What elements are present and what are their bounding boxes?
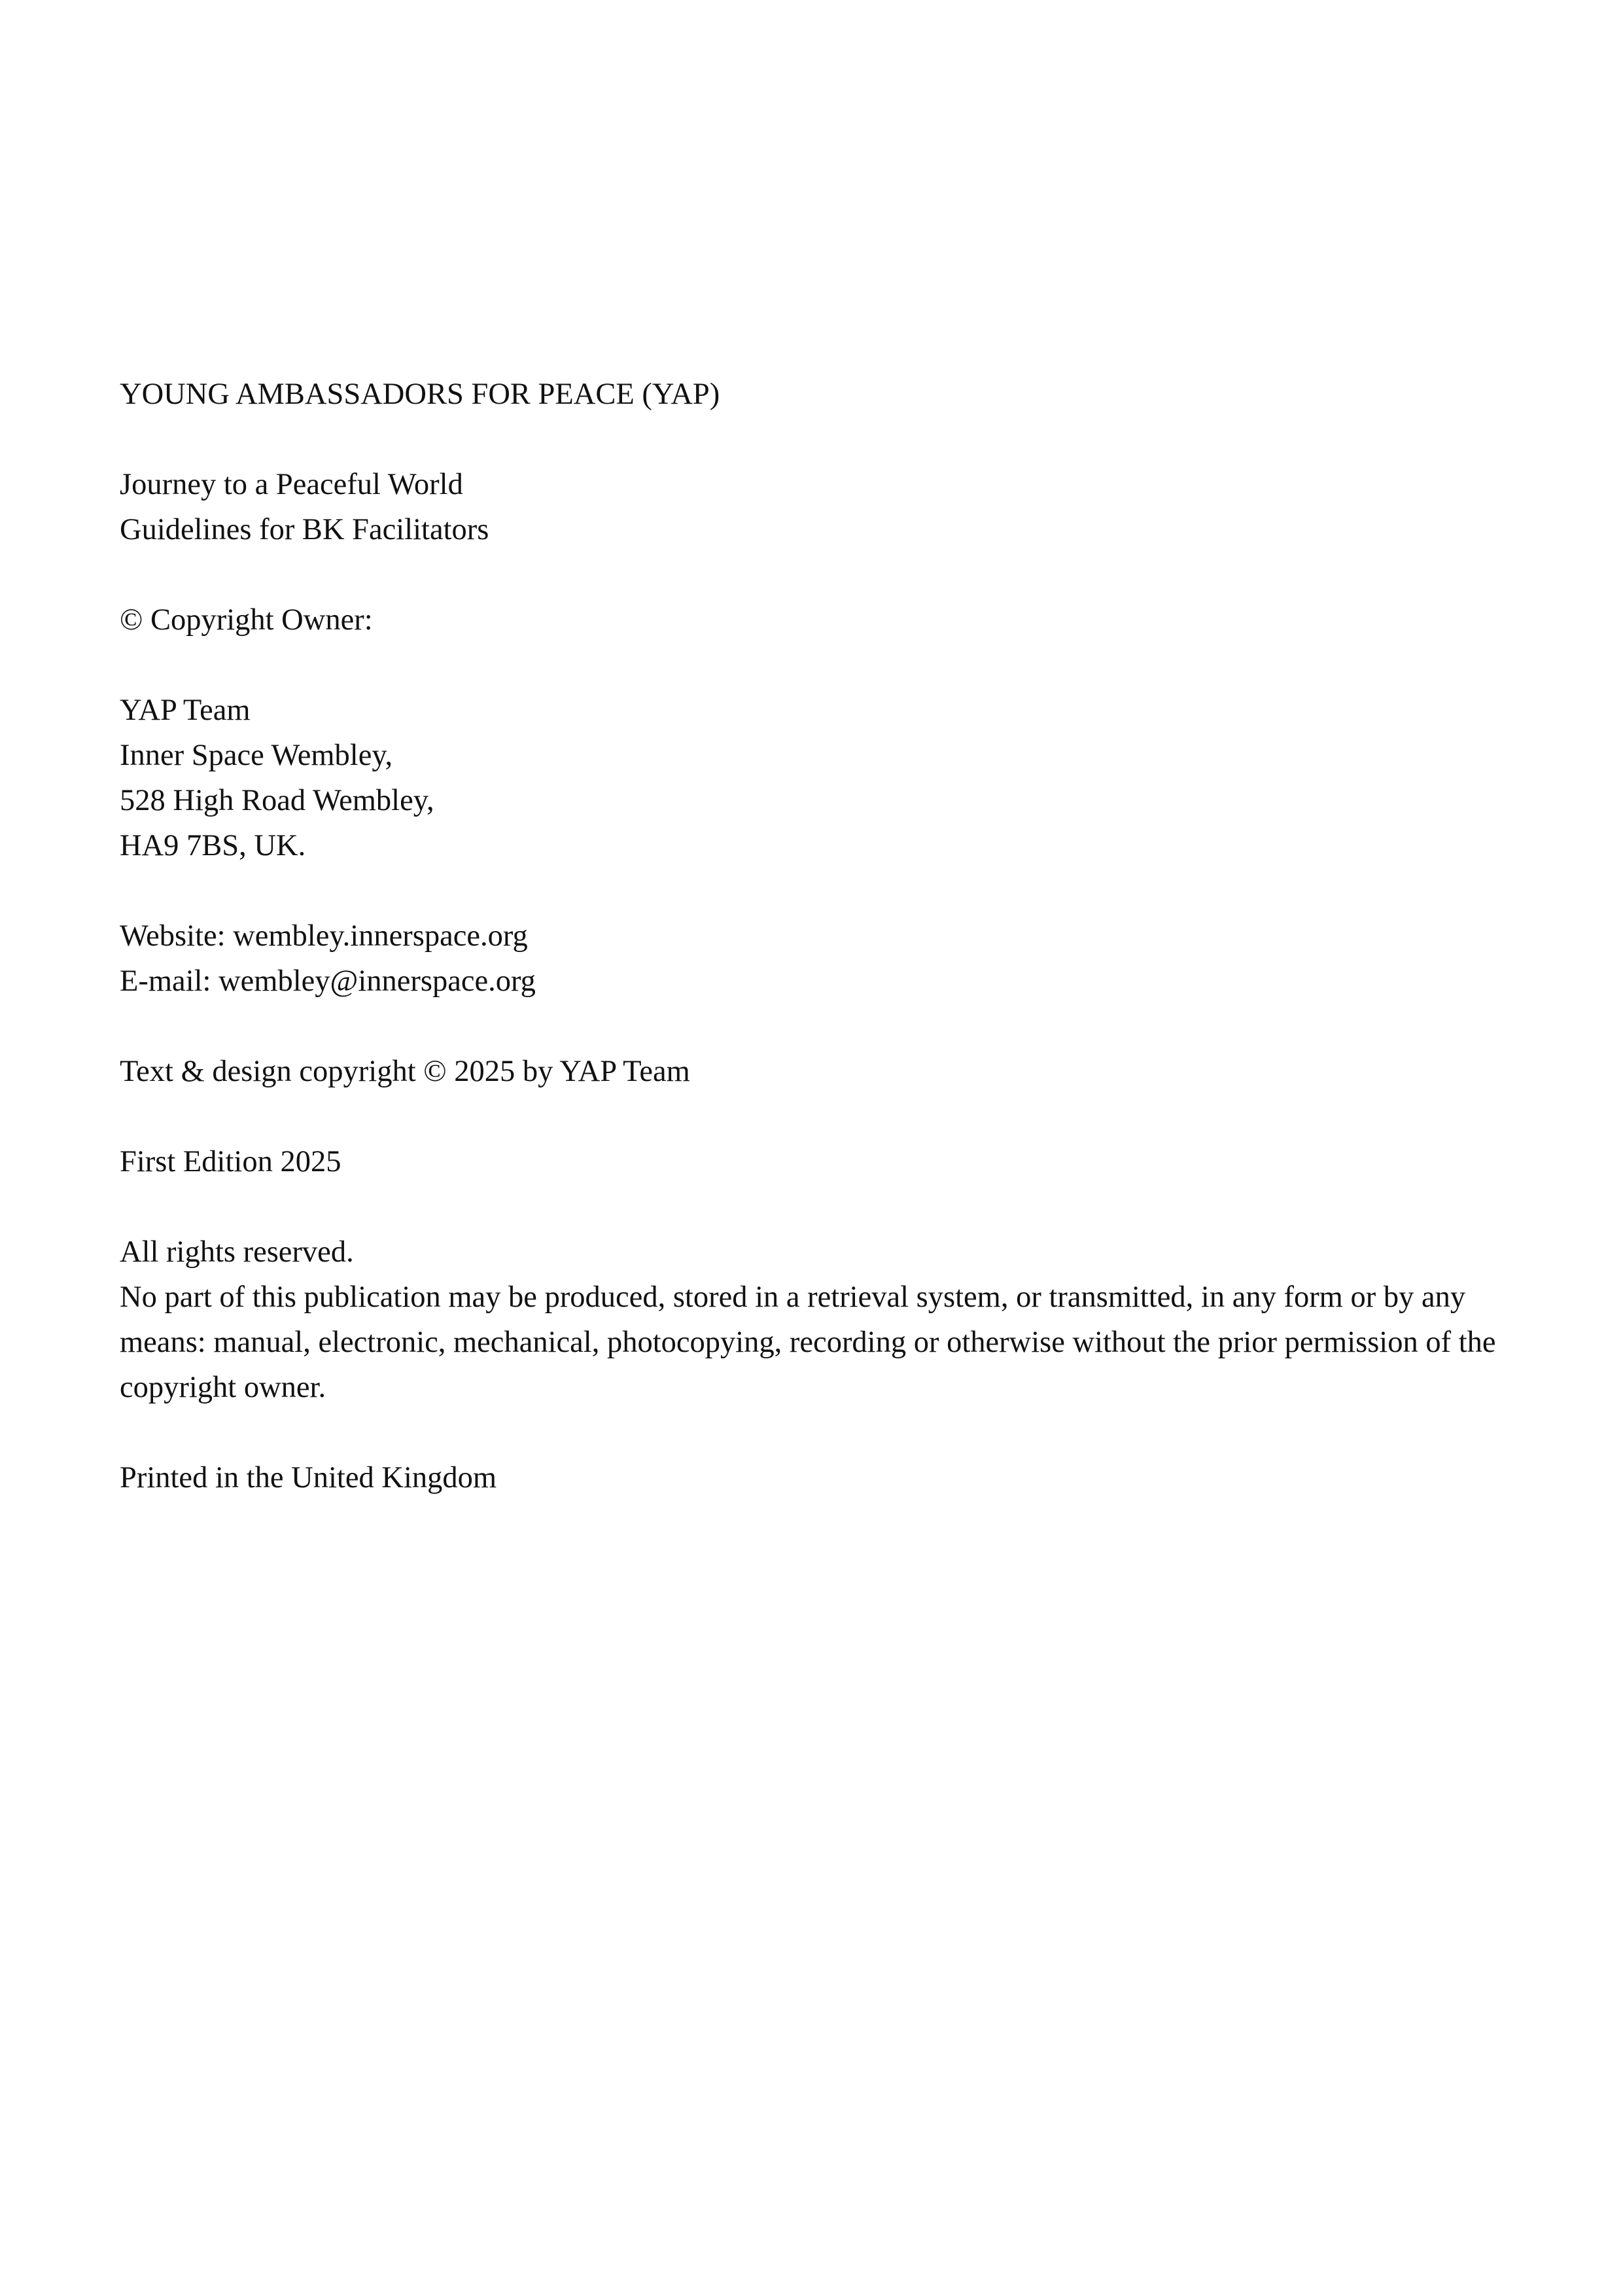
address-line: Inner Space Wembley, [120,739,393,772]
address-line: HA9 7BS, UK. [120,829,306,862]
edition: First Edition 2025 [120,1145,341,1178]
printed-block [120,1455,1520,1500]
address-line: 528 High Road Wembley, [120,784,434,817]
program-title: YOUNG AMBASSADORS FOR PEACE (YAP) [120,378,720,411]
copyright-page [120,372,1520,1545]
website-line: Website: wembley.innerspace.org [120,919,528,953]
copyright-owner-label-block [120,597,1520,643]
copyright-owner-label: © Copyright Owner: [120,603,373,637]
rights-heading: All rights reserved. [120,1235,354,1269]
book-title-block [120,462,1520,552]
printed-location: Printed in the United Kingdom [120,1461,497,1494]
program-title-block [120,372,1520,417]
edition-block [120,1139,1520,1184]
owner-address [120,688,1520,868]
design-copyright: Text & design copyright © 2025 by YAP Team [120,1055,690,1088]
address-line: YAP Team [120,694,251,727]
design-copyright-block [120,1049,1520,1094]
email-line: E-mail: wembley@innerspace.org [120,964,536,998]
rights-block [120,1229,1520,1410]
book-title: Journey to a Peaceful World [120,468,463,501]
book-subtitle: Guidelines for BK Facilitators [120,513,489,546]
contact-block [120,913,1520,1004]
rights-body: No part of this publication may be produced, stored in a retrieval system, or transmitted, in any form or by any means: manual, electronic, mechanical, photocopying, recording or otherwise without the prior permission of the copyright owner. [120,1280,1496,1404]
